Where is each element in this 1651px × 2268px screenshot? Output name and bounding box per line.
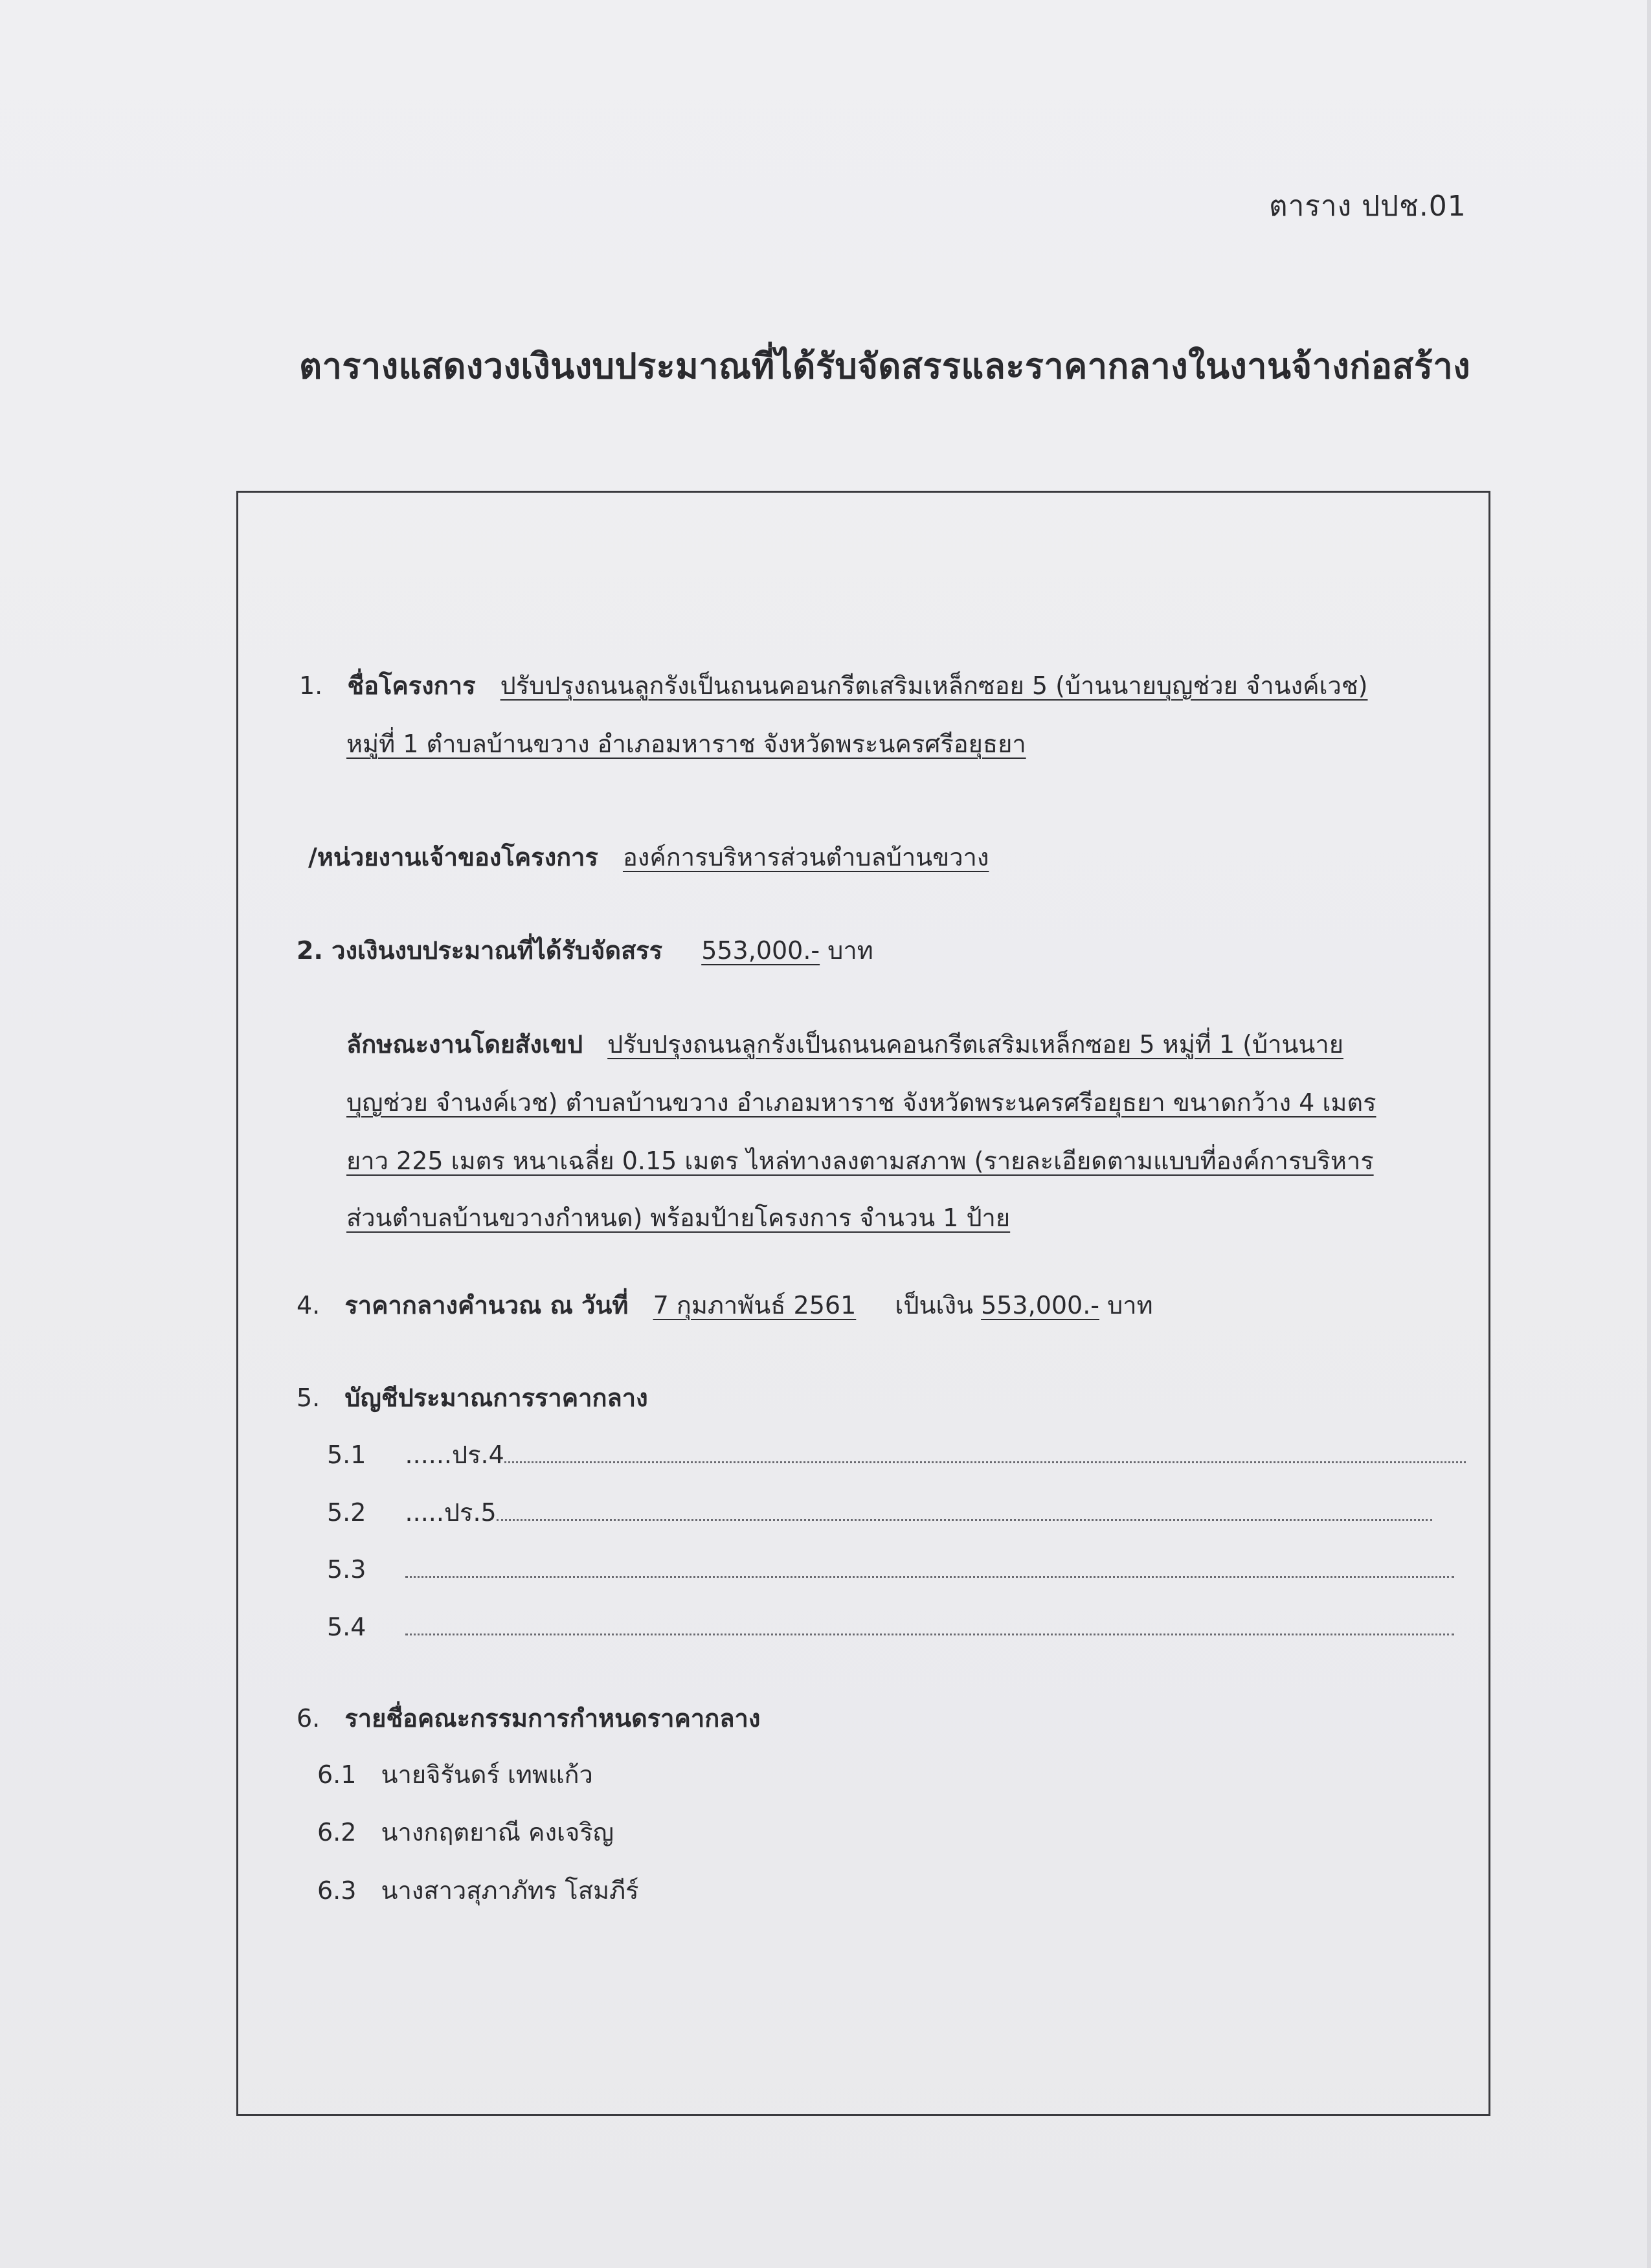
agency-row (308, 845, 989, 870)
estimate-item-number: 5.4 (327, 1613, 366, 1641)
scope-label: ลักษณะงานโดยสังเขป (346, 1030, 583, 1059)
section-number: 1. (299, 671, 323, 700)
median-price-amount: 553,000.- (981, 1291, 1100, 1319)
budget-row (297, 938, 873, 963)
estimate-item (327, 1443, 1466, 1467)
project-name-value-line2: หมู่ที่ 1 ตำบลบ้านขวาง อำเภอมหาราช จังหวัดพระนครศรีอยุธยา (346, 730, 1026, 758)
committee-member-number: 6.3 (317, 1876, 357, 1905)
scope-row (346, 1032, 1343, 1057)
fill-dots (504, 1446, 1466, 1463)
agency-label: /หน่วยงานเจ้าของโครงการ (308, 843, 598, 871)
median-price-label: ราคากลางคำนวณ ณ วันที่ (344, 1291, 629, 1319)
committee-label: รายชื่อคณะกรรมการกำหนดราคากลาง (344, 1704, 761, 1733)
scope-text-line3: ยาว 225 เมตร หนาเฉลี่ย 0.15 เมตร ไหล่ทางลงตามสภาพ (รายละเอียดตามแบบที่องค์การบริหาร (346, 1147, 1374, 1175)
fill-dots (405, 1560, 1454, 1578)
committee-member-name: นายจิรันดร์ เทพแก้ว (381, 1760, 593, 1789)
budget-label: 2. วงเงินงบประมาณที่ได้รับจัดสรร (297, 936, 663, 965)
median-price-amount-label: เป็นเงิน (895, 1291, 973, 1319)
estimate-item-number: 5.3 (327, 1555, 366, 1584)
project-name-value: ปรับปรุงถนนลูกรังเป็นถนนคอนกรีตเสริมเหล็กซอย 5 (บ้านนายบุญช่วย จำนงค์เวช) (500, 671, 1368, 700)
estimate-item (327, 1615, 1454, 1639)
estimate-item-number: 5.1 (327, 1441, 366, 1469)
estimate-list-label: บัญชีประมาณการราคากลาง (344, 1384, 648, 1412)
document-title: ตารางแสดงวงเงินงบประมาณที่ได้รับจัดสรรและราคากลางในงานจ้างก่อสร้าง (299, 346, 1471, 387)
section-number: 4. (297, 1291, 320, 1319)
committee-member-number: 6.1 (317, 1760, 357, 1789)
median-price-unit: บาท (1107, 1291, 1153, 1319)
agency-value: องค์การบริหารส่วนตำบลบ้านขวาง (622, 843, 989, 871)
scope-text-line2: บุญช่วย จำนงค์เวช) ตำบลบ้านขวาง อำเภอมหาราช จังหวัดพระนครศรีอยุธยา ขนาดกว้าง 4 เมตร (346, 1088, 1376, 1117)
scope-text-line4: ส่วนตำบลบ้านขวางกำหนด) พร้อมป้ายโครงการ จำนวน 1 ป้าย (346, 1204, 1011, 1232)
estimate-list-heading (297, 1386, 648, 1410)
budget-unit: บาท (827, 936, 873, 965)
estimate-item-number: 5.2 (327, 1498, 366, 1527)
committee-member (317, 1878, 639, 1903)
estimate-item-text: .....ปร.5 (405, 1498, 497, 1527)
committee-member-number: 6.2 (317, 1818, 357, 1847)
committee-member-name: นางกฤตยาณี คงเจริญ (381, 1818, 614, 1847)
project-name-row (299, 673, 1367, 698)
page-edge (1647, 0, 1651, 2268)
section-number: 6. (297, 1704, 320, 1733)
median-price-date: 7 กุมภาพันธ์ 2561 (653, 1291, 857, 1319)
committee-member (317, 1820, 614, 1845)
form-code: ตาราง ปปช.01 (1269, 190, 1466, 223)
scope-text-line1: ปรับปรุงถนนลูกรังเป็นถนนคอนกรีตเสริมเหล็กซอย 5 หมู่ที่ 1 (บ้านนาย (607, 1030, 1343, 1059)
project-name-label: ชื่อโครงการ (347, 671, 476, 700)
estimate-item (327, 1500, 1432, 1525)
fill-dots (497, 1503, 1432, 1521)
estimate-item-text: ......ปร.4 (405, 1441, 504, 1469)
committee-heading (297, 1706, 760, 1731)
section-number: 5. (297, 1384, 320, 1412)
fill-dots (405, 1618, 1454, 1635)
committee-member (317, 1762, 593, 1787)
estimate-item (327, 1557, 1454, 1582)
committee-member-name: นางสาวสุภาภัทร โสมภีร์ (381, 1876, 639, 1905)
budget-amount: 553,000.- (701, 936, 820, 965)
median-price-row (297, 1293, 1153, 1318)
